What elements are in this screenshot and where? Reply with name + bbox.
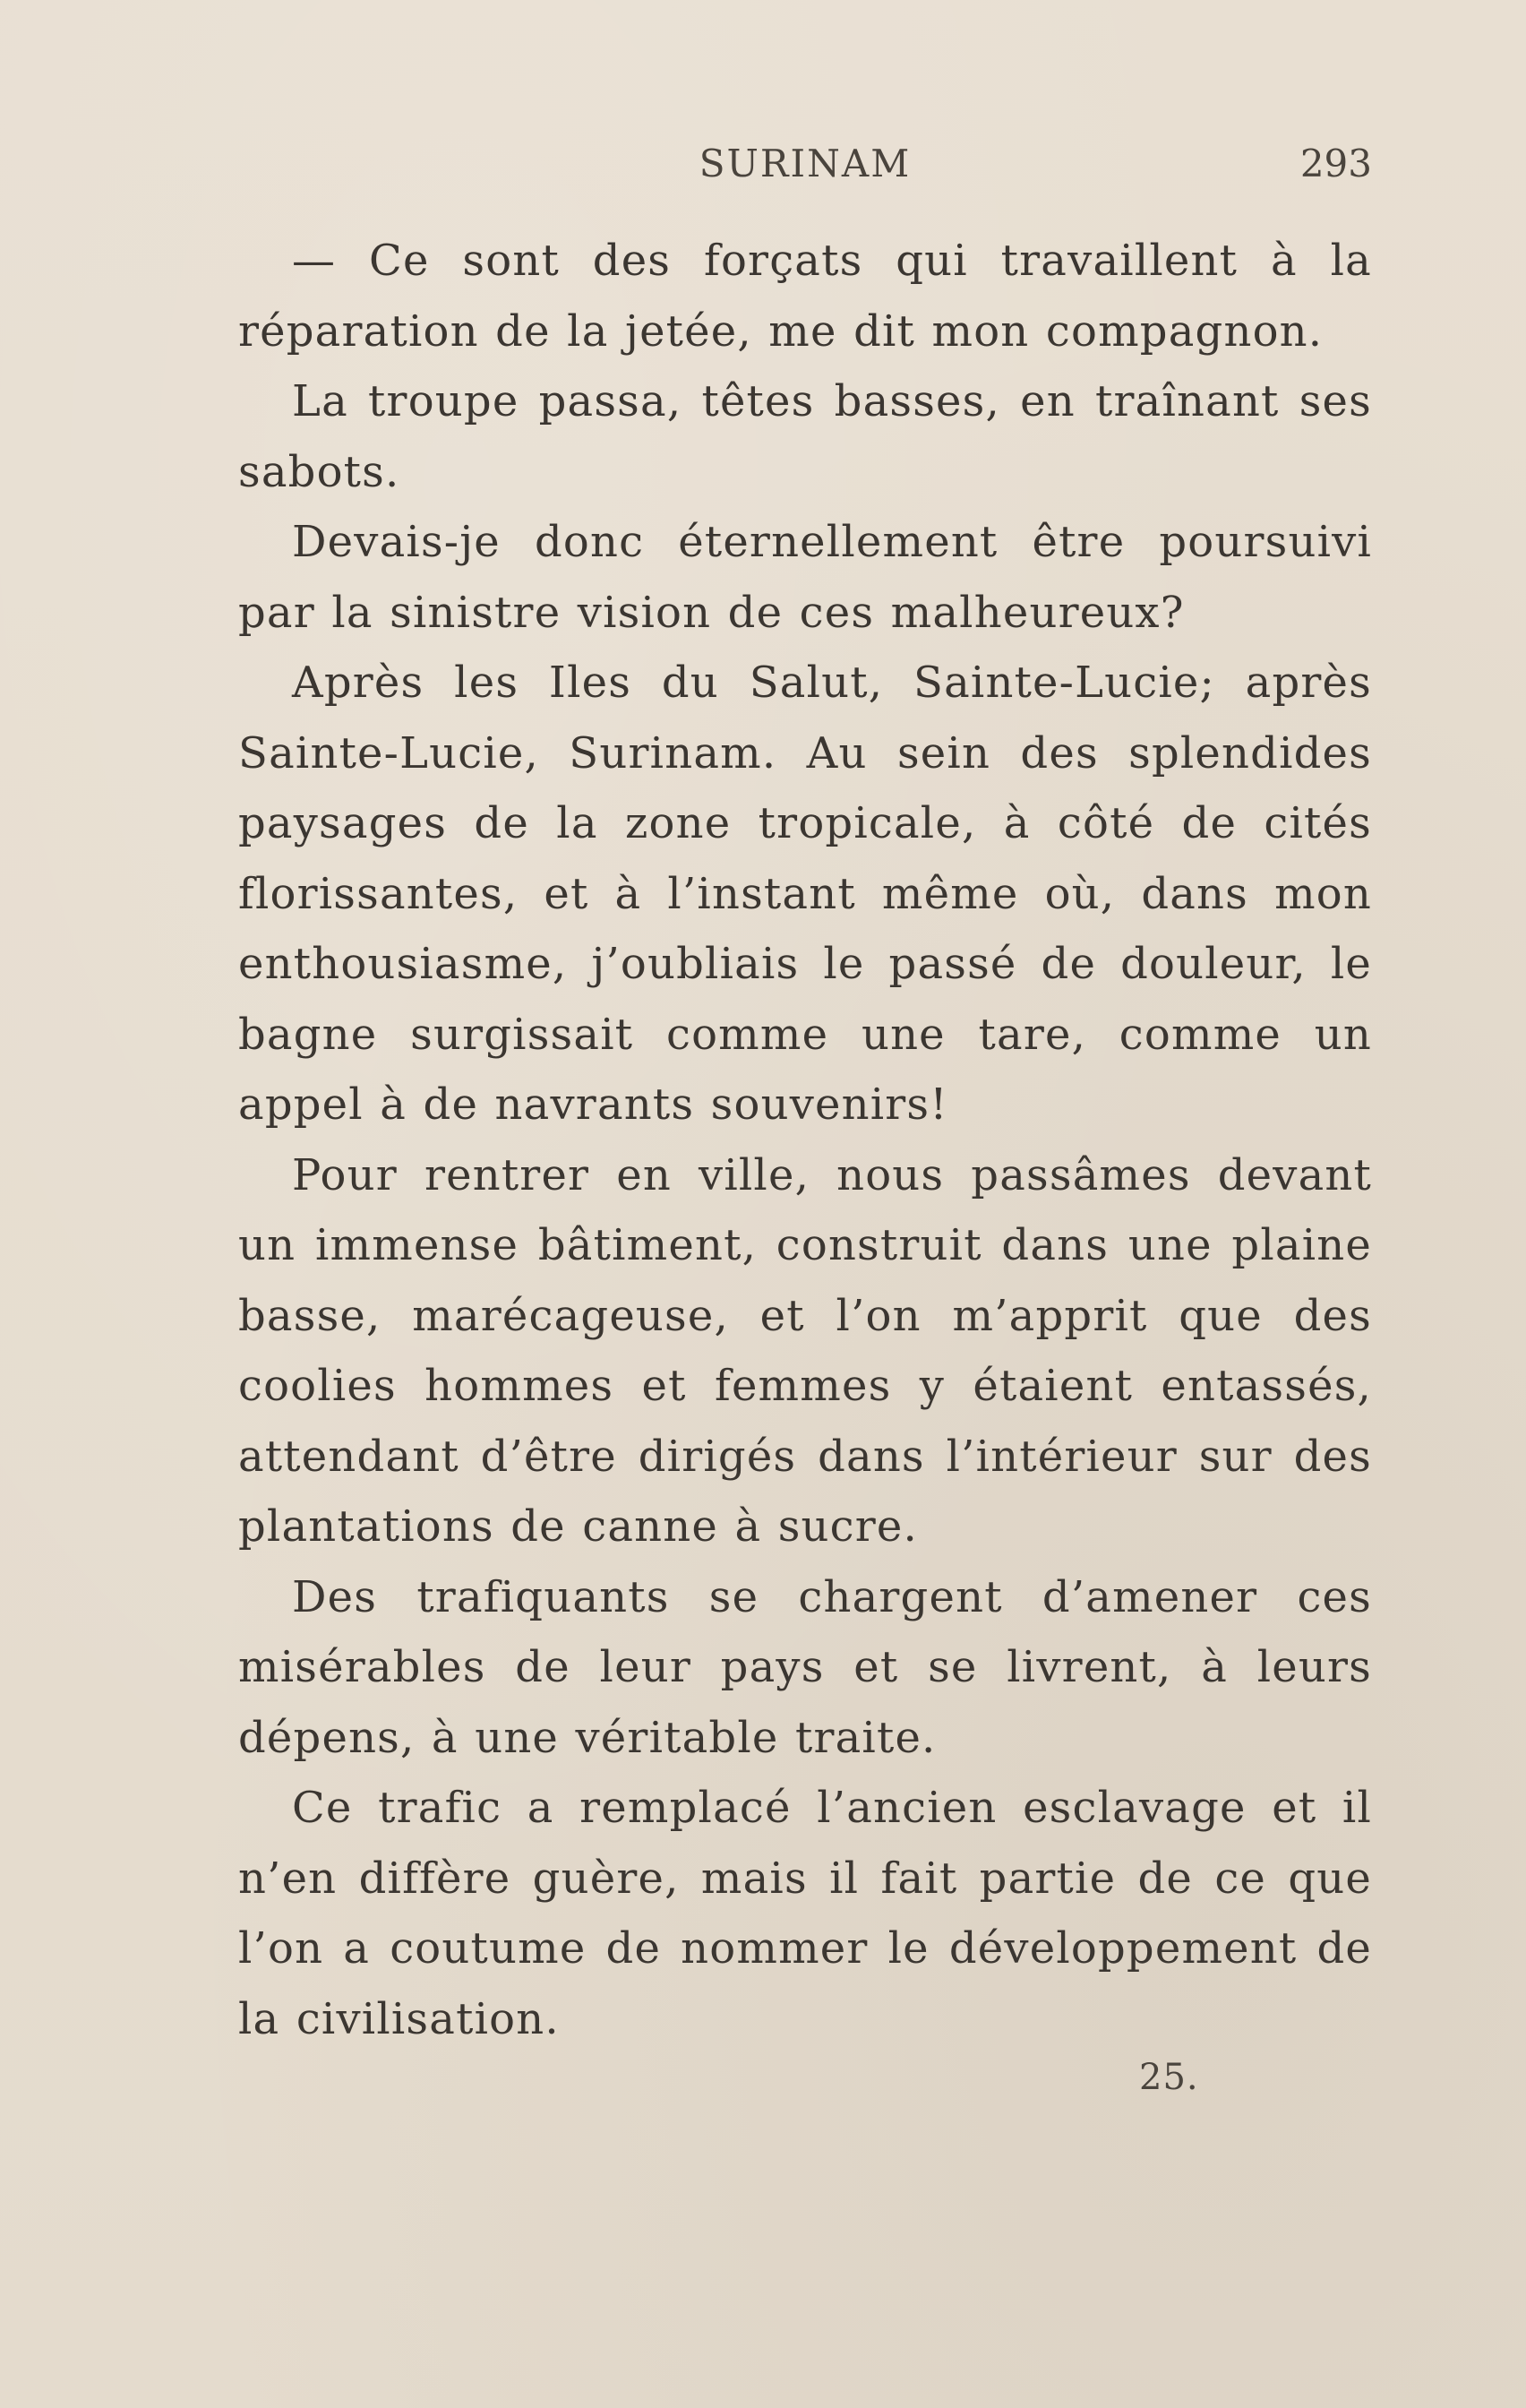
page-header	[238, 134, 1372, 197]
paragraph: — Ce sont des forçats qui travaillent à la réparation de la jetée, me dit mon compagnon.	[238, 236, 1372, 357]
paragraph: La troupe passa, têtes basses, en traînant ses sabots.	[238, 376, 1372, 497]
paragraph: Devais-je donc éternellement être poursuivi par la sinistre vision de ces malheureux?	[238, 517, 1372, 638]
body-text	[238, 226, 1372, 2054]
signature-mark: 25.	[1139, 2057, 1199, 2098]
page-number: 293	[1299, 142, 1372, 185]
paragraph: Des trafiquants se chargent d’amener ces misérables de leur pays et se livrent, à leurs dépens, à une véritable traite.	[238, 1571, 1372, 1763]
paragraph: Pour rentrer en ville, nous passâmes devant un immense bâtiment, construit dans une plaine basse, marécageuse, et l’on m’apprit que des coolies hommes et femmes y étaient entassés, attendant d’être dirigés dans l’intérieur sur des plantations de canne à sucre.	[238, 1149, 1372, 1552]
paragraph: Après les Iles du Salut, Sainte-Lucie; après Sainte-Lucie, Surinam. Au sein des splendides paysages de la zone tropicale, à côté de cités florissantes, et à l’instant même où, dans mon enthousiasme, j’oubliais le passé de douleur, le bagne surgissait comme une tare, comme un appel à de navrants souvenirs!	[238, 658, 1372, 1130]
running-head: SURINAM	[699, 142, 912, 185]
paragraph: Ce trafic a remplacé l’ancien esclavage et il n’en diffère guère, mais il fait partie de ce que l’on a coutume de nommer le développement de la civilisation.	[238, 1783, 1372, 2044]
